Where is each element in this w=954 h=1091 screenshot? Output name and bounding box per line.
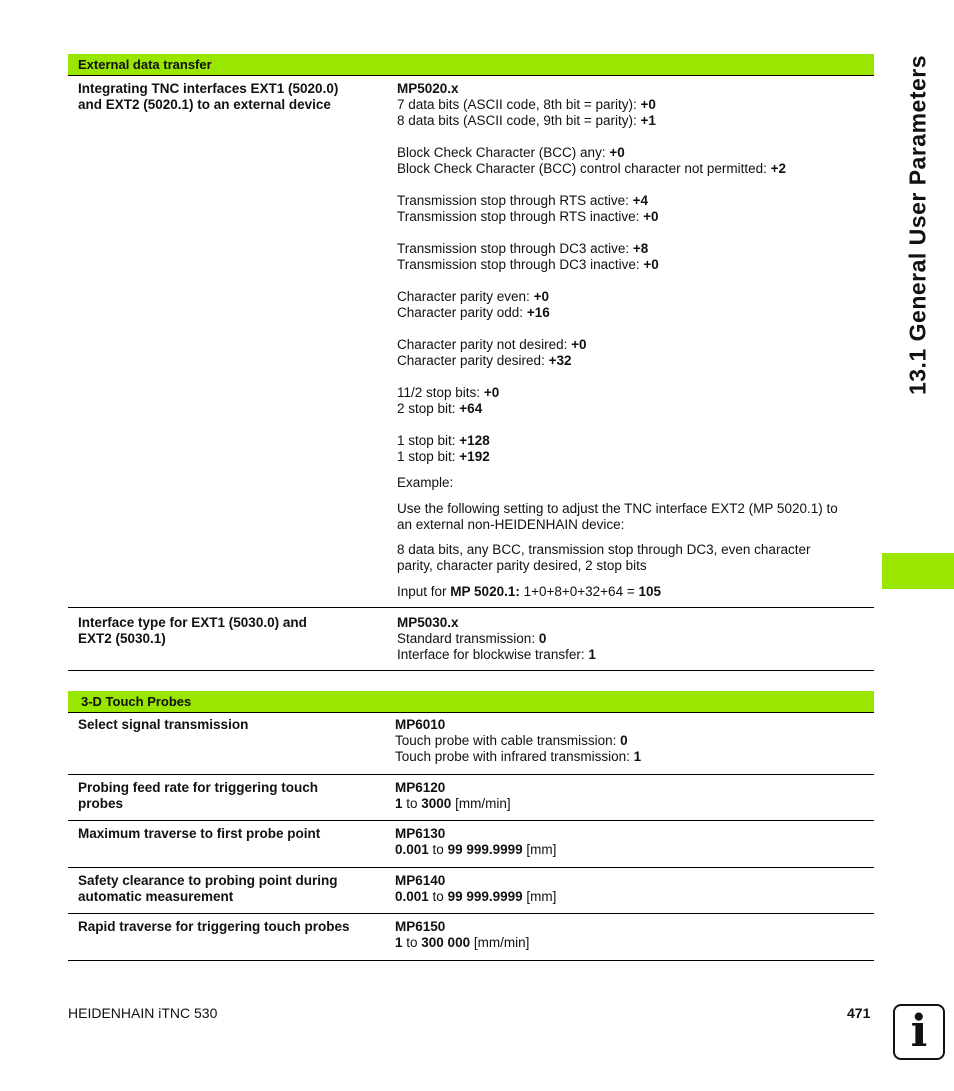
section-header-external-data-transfer [68,54,874,76]
row-divider [68,960,874,961]
param-label: EXT2 (5030.1) [78,631,166,646]
page-number: 471 [847,1005,871,1021]
param-range: 0.001 to 99 999.9999 [mm] [395,842,557,857]
param-option: Transmission stop through RTS active: +4 [397,193,649,208]
row-divider [68,867,874,868]
example-label: Example: [397,475,454,490]
param-option: 1 stop bit: +128 [397,433,490,448]
section-header-text: External data transfer [78,57,212,72]
param-option: Touch probe with infrared transmission: 1 [395,749,642,764]
row-divider [68,670,874,671]
param-label: Probing feed rate for triggering touch [78,780,319,795]
param-label: Interface type for EXT1 (5030.0) and [78,615,307,630]
param-option: 1 stop bit: +192 [397,449,490,464]
param-label: probes [78,796,124,811]
side-chapter-title [898,30,938,420]
param-label: Select signal transmission [78,717,249,732]
param-option: 7 data bits (ASCII code, 8th bit = parity): +0 [397,97,656,112]
param-option: Character parity odd: +16 [397,305,550,320]
param-label: Rapid traverse for triggering touch probes [78,919,350,934]
param-option: 2 stop bit: +64 [397,401,483,416]
param-option: Block Check Character (BCC) control character not permitted: +2 [397,161,787,176]
info-icon-glyph: i [910,1006,928,1057]
row-divider [68,820,874,821]
param-label: automatic measurement [78,889,234,904]
example-text: parity, character parity desired, 2 stop bits [397,558,647,573]
param-range: 1 to 3000 [mm/min] [395,796,511,811]
param-range: 0.001 to 99 999.9999 [mm] [395,889,557,904]
param-mp-number: MP6010 [395,717,446,732]
param-option: Character parity not desired: +0 [397,337,587,352]
param-range: 1 to 300 000 [mm/min] [395,935,530,950]
section-header-3d-touch-probes [68,691,874,713]
example-text: 8 data bits, any BCC, transmission stop through DC3, even character [397,542,811,557]
param-option: Transmission stop through RTS inactive: +0 [397,209,659,224]
section-header-text: 3-D Touch Probes [81,694,192,709]
side-title-text: 13.1 General User Parameters [904,54,931,396]
param-option: Transmission stop through DC3 inactive: +0 [397,257,659,272]
example-input: Input for MP 5020.1: 1+0+8+0+32+64 = 105 [397,584,661,599]
param-option: Transmission stop through DC3 active: +8 [397,241,649,256]
param-option: Touch probe with cable transmission: 0 [395,733,628,748]
param-option: Interface for blockwise transfer: 1 [397,647,596,662]
param-label: Safety clearance to probing point during [78,873,338,888]
param-mp-number: MP5030.x [397,615,459,630]
param-mp-number: MP6150 [395,919,446,934]
info-icon [893,1004,945,1060]
param-label: Integrating TNC interfaces EXT1 (5020.0) [78,81,339,96]
row-divider [68,607,874,608]
param-option: 8 data bits (ASCII code, 9th bit = parity): +1 [397,113,656,128]
param-mp-number: MP5020.x [397,81,459,96]
example-text: Use the following setting to adjust the TNC interface EXT2 (MP 5020.1) to [397,501,838,516]
param-option: Standard transmission: 0 [397,631,547,646]
param-option: Block Check Character (BCC) any: +0 [397,145,625,160]
param-mp-number: MP6140 [395,873,446,888]
param-option: Character parity desired: +32 [397,353,572,368]
row-divider [68,913,874,914]
param-label: and EXT2 (5020.1) to an external device [78,97,331,112]
row-divider [68,774,874,775]
param-option: 11/2 stop bits: +0 [397,385,500,400]
param-option: Character parity even: +0 [397,289,549,304]
chapter-tab [882,553,954,589]
param-mp-number: MP6120 [395,780,446,795]
param-mp-number: MP6130 [395,826,446,841]
param-label: Maximum traverse to first probe point [78,826,321,841]
footer-product-name: HEIDENHAIN iTNC 530 [68,1005,218,1021]
example-text: an external non-HEIDENHAIN device: [397,517,625,532]
